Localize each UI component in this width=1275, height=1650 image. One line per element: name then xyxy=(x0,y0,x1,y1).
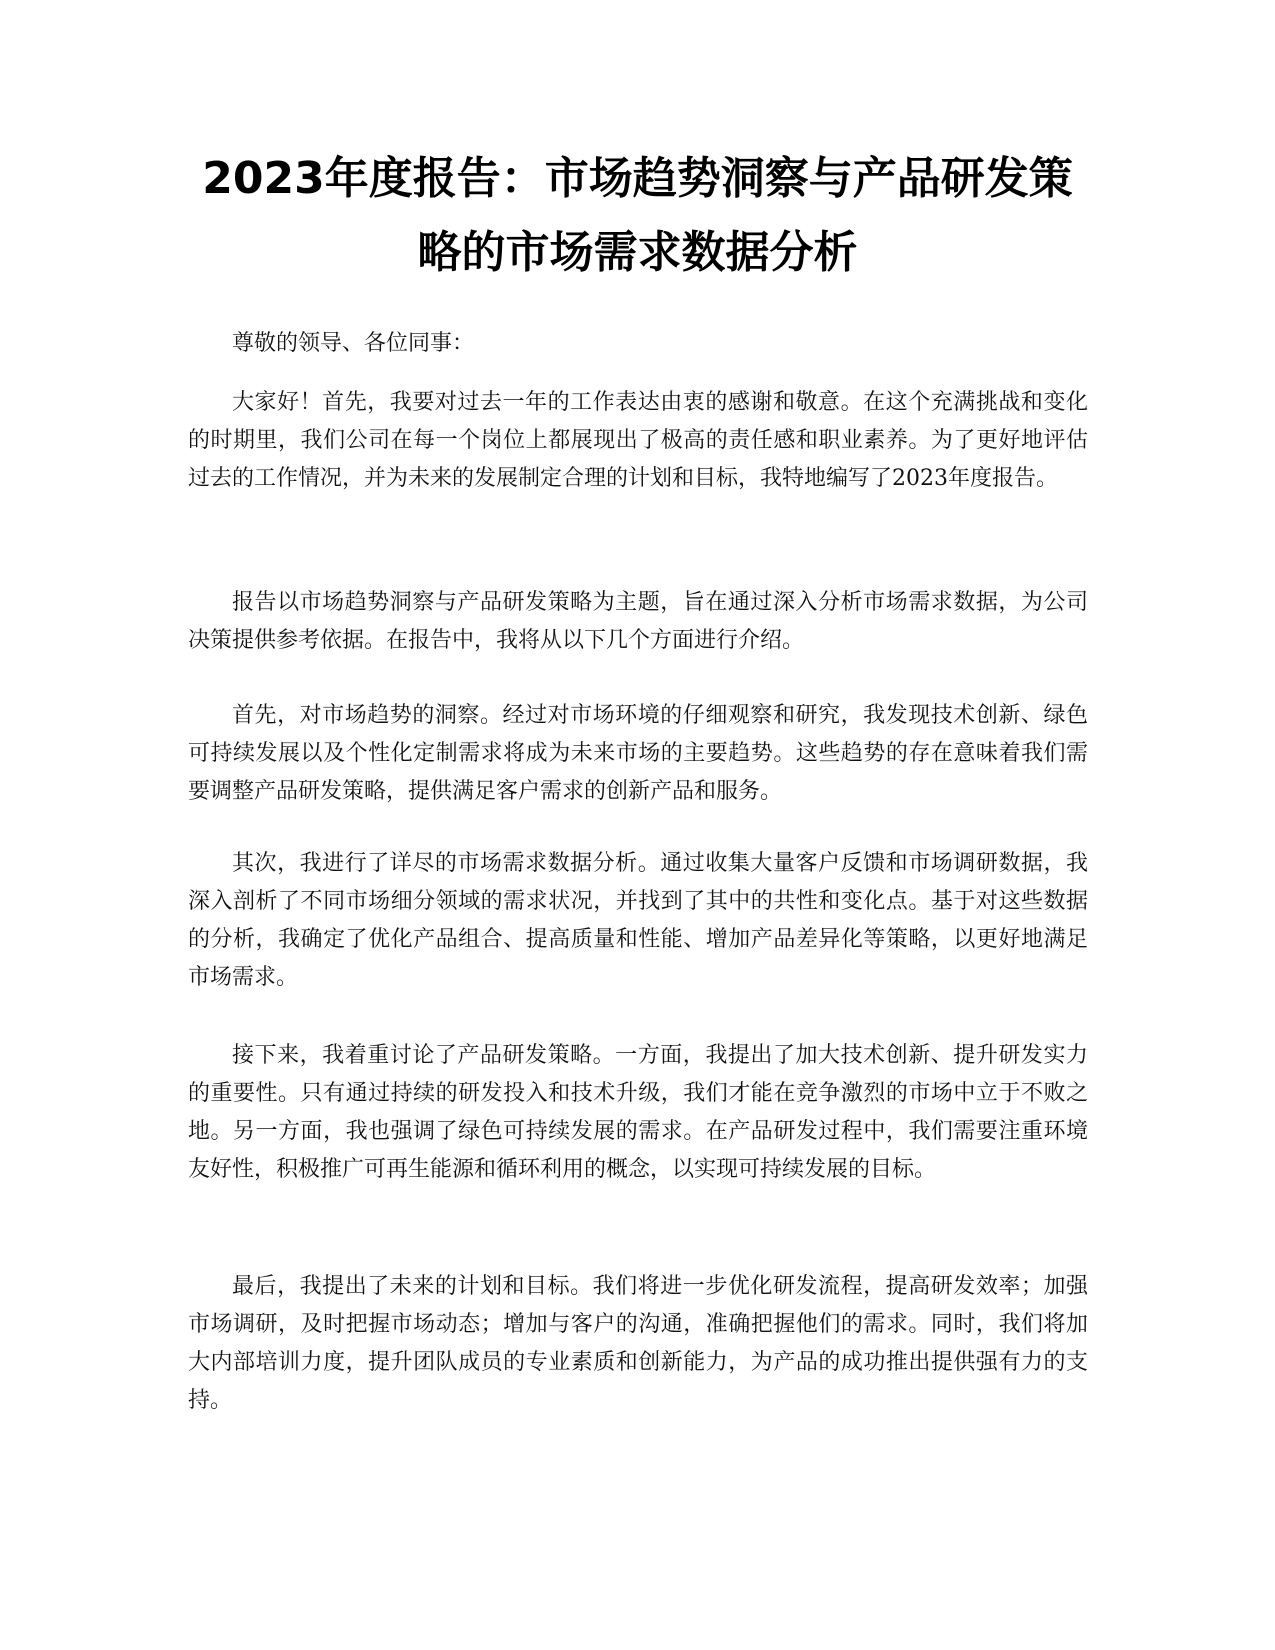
paragraph-3 xyxy=(188,697,1088,811)
salutation-text: 尊敬的领导、各位同事： xyxy=(232,331,475,356)
paragraph-5 xyxy=(188,1037,1088,1189)
paragraph-text: 大家好！首先，我要对过去一年的工作表达由衷的感谢和敬意。在这个充满挑战和变化的时期里，我们公司在每一个岗位上都展现出了极高的责任感和职业素养。为了更好地评估过去的工作情况，并为未来的发展制定合理的计划和目标，我特地编写了2023年度报告。 xyxy=(188,390,1088,491)
paragraph-text: 最后，我提出了未来的计划和目标。我们将进一步优化研发流程，提高研发效率；加强市场调研，及时把握市场动态；增加与客户的沟通，准确把握他们的需求。同时，我们将加大内部培训力度，提升团队成员的专业素质和创新能力，为产品的成功推出提供强有力的支持。 xyxy=(188,1274,1088,1413)
paragraph-text: 其次，我进行了详尽的市场需求数据分析。通过收集大量客户反馈和市场调研数据，我深入剖析了不同市场细分领域的需求状况，并找到了其中的共性和变化点。基于对这些数据的分析，我确定了优化产品组合、提高质量和性能、增加产品差异化等策略，以更好地满足市场需求。 xyxy=(188,851,1088,990)
document-title: 2023年度报告：市场趋势洞察与产品研发策略的市场需求数据分析 xyxy=(202,153,1073,278)
paragraph-text: 报告以市场趋势洞察与产品研发策略为主题，旨在通过深入分析市场需求数据，为公司决策提供参考依据。在报告中，我将从以下几个方面进行介绍。 xyxy=(188,590,1088,653)
paragraph-2 xyxy=(188,584,1088,660)
paragraph-text: 首先，对市场趋势的洞察。经过对市场环境的仔细观察和研究，我发现技术创新、绿色可持续发展以及个性化定制需求将成为未来市场的主要趋势。这些趋势的存在意味着我们需要调整产品研发策略，提供满足客户需求的创新产品和服务。 xyxy=(188,703,1088,804)
paragraph-text: 接下来，我着重讨论了产品研发策略。一方面，我提出了加大技术创新、提升研发实力的重要性。只有通过持续的研发投入和技术升级，我们才能在竞争激烈的市场中立于不败之地。另一方面，我也强调了绿色可持续发展的需求。在产品研发过程中，我们需要注重环境友好性，积极推广可再生能源和循环利用的概念，以实现可持续发展的目标。 xyxy=(188,1043,1088,1182)
salutation xyxy=(188,325,1088,363)
paragraph-4 xyxy=(188,845,1088,997)
paragraph-1 xyxy=(188,384,1088,498)
paragraph-6 xyxy=(188,1268,1088,1420)
